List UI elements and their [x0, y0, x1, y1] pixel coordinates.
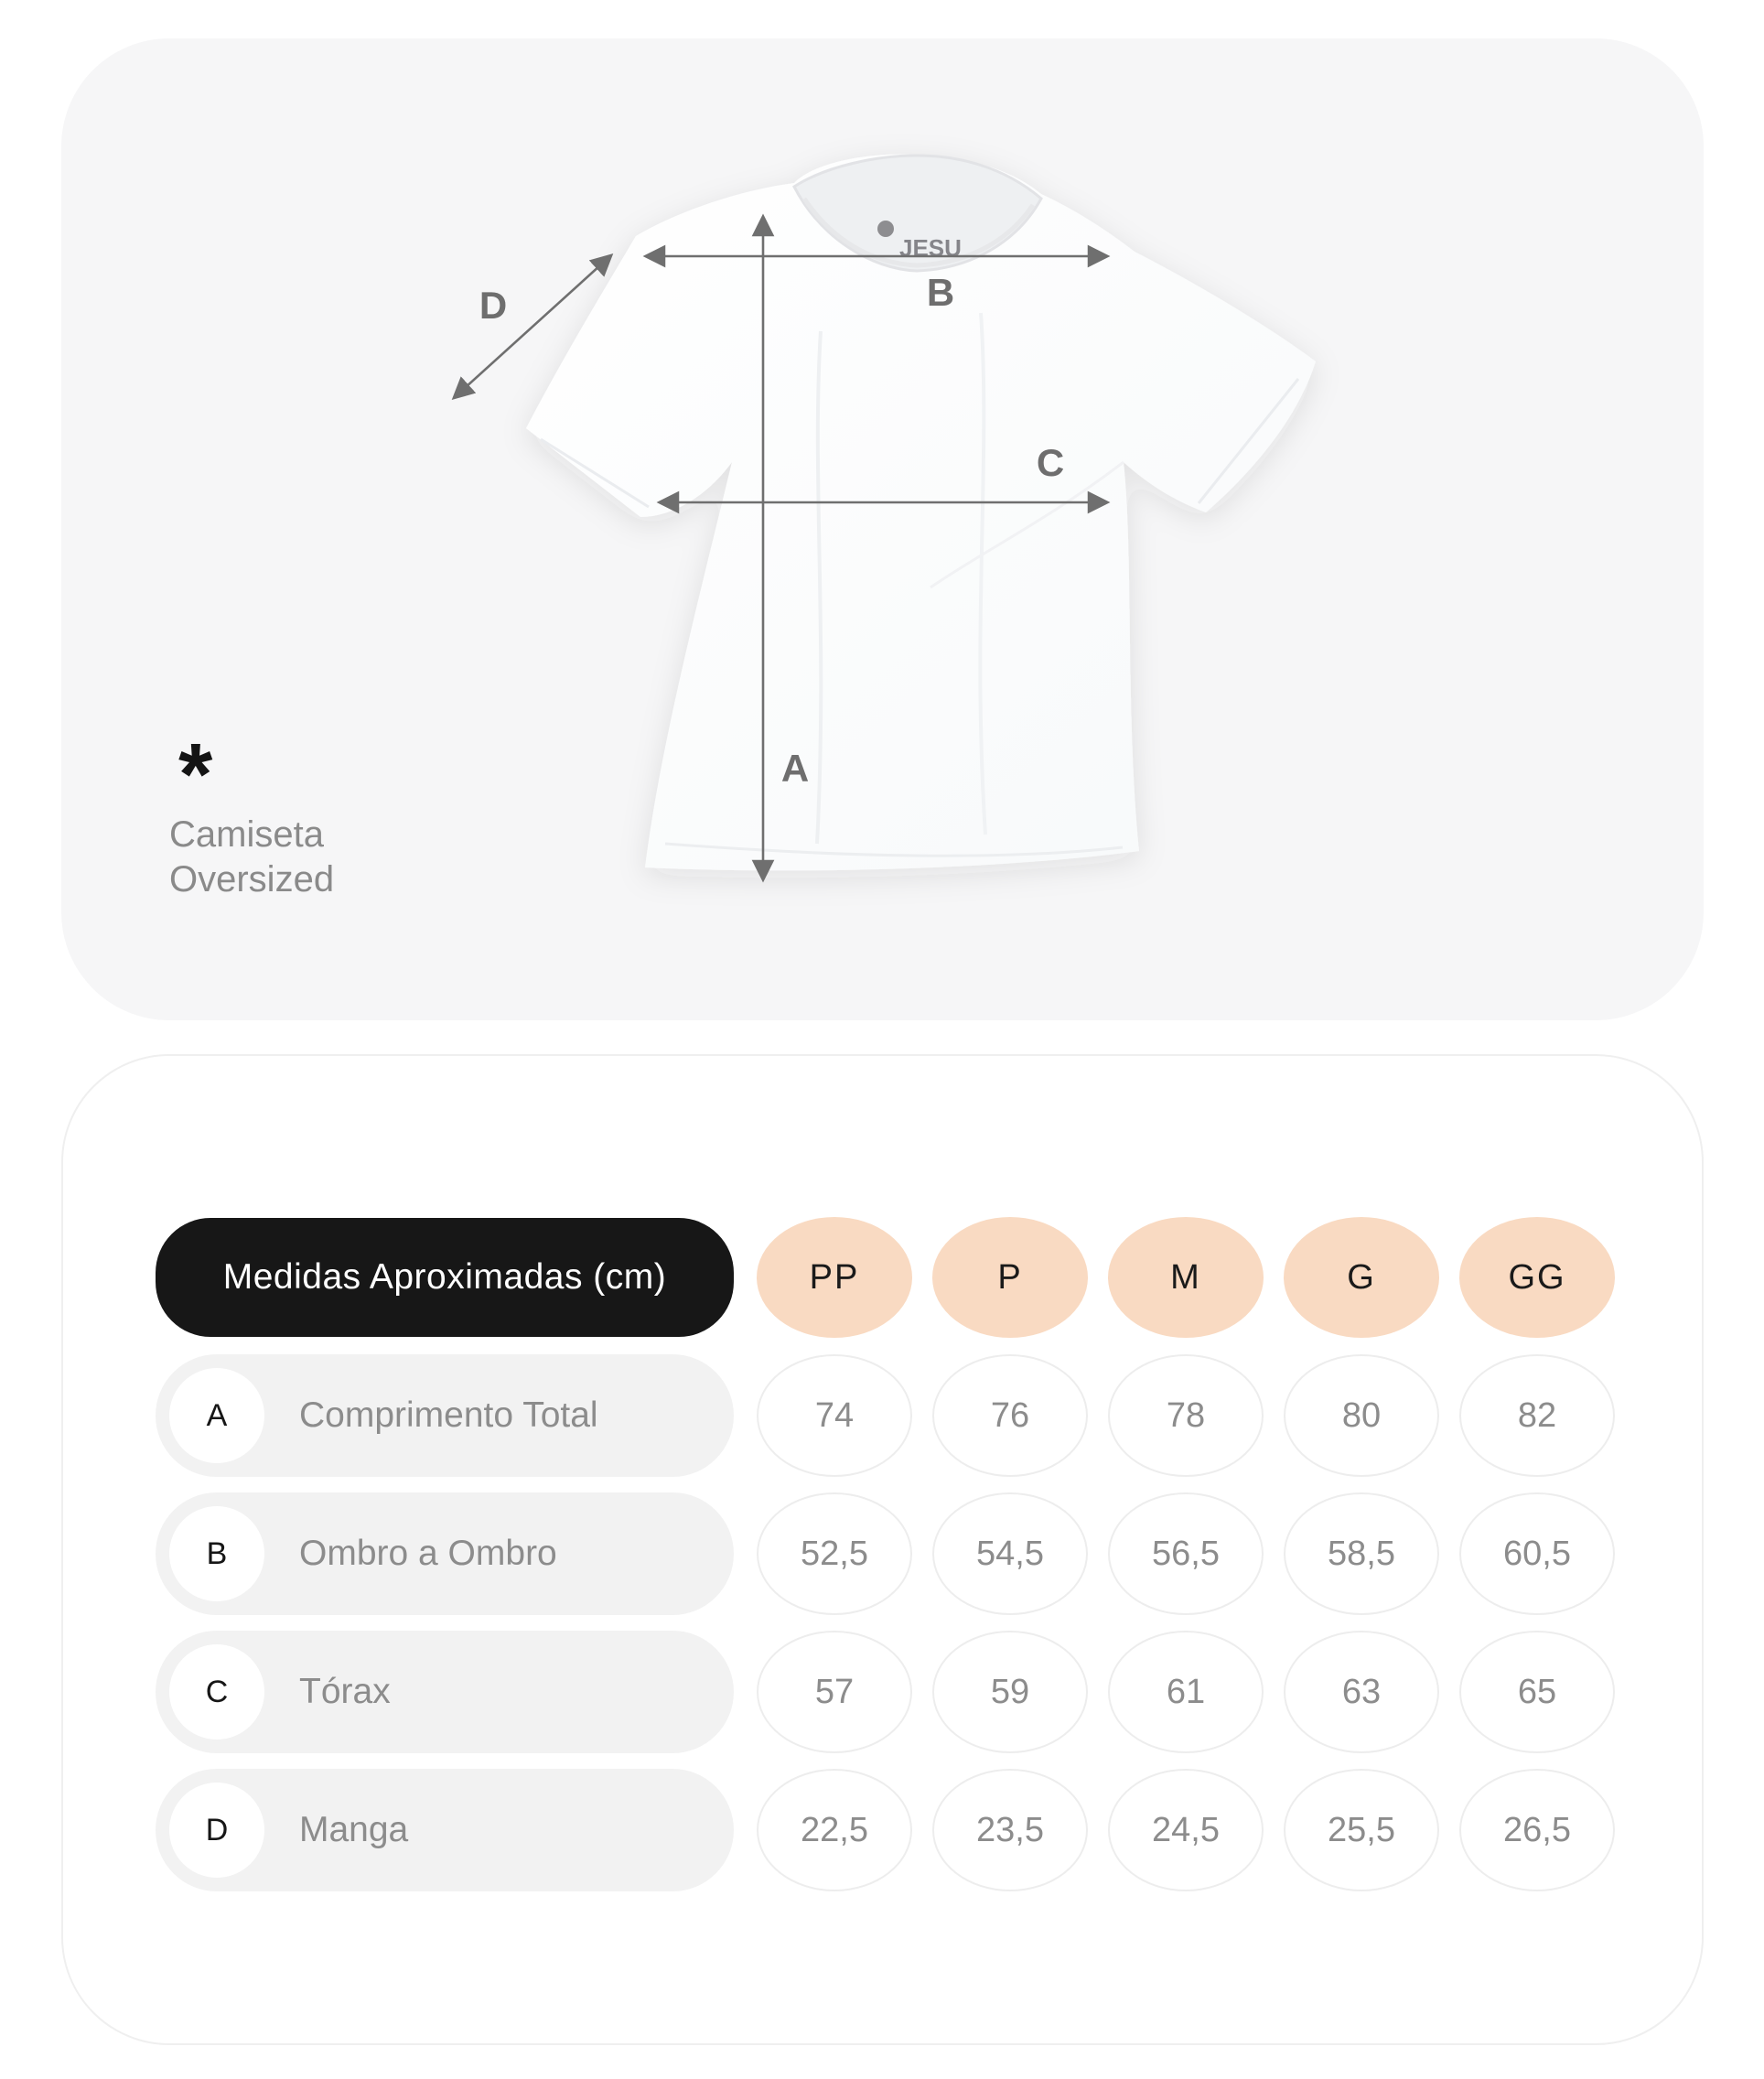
label-D: D [479, 284, 508, 327]
size-badge-gg: GG [1459, 1217, 1615, 1338]
value-cell: 58,5 [1284, 1492, 1439, 1615]
value-cell: 63 [1284, 1631, 1439, 1753]
measure-key-circle: A [169, 1368, 264, 1463]
table-row [156, 1631, 1615, 1753]
size-badge-pp: PP [757, 1217, 912, 1338]
measure-label: Ombro a Ombro [299, 1534, 557, 1573]
measure-label: Manga [299, 1810, 409, 1849]
table-title-pill: Medidas Aproximadas (cm) [156, 1218, 734, 1337]
measure-key-circle: D [169, 1783, 264, 1878]
asterisk-mark: * [178, 726, 213, 824]
table-row [156, 1492, 1615, 1615]
size-badge-m: M [1108, 1217, 1264, 1338]
size-header-cells [757, 1217, 1615, 1338]
value-cell: 56,5 [1108, 1492, 1264, 1615]
value-cell: 59 [932, 1631, 1088, 1753]
value-cell: 26,5 [1459, 1769, 1615, 1891]
measure-label: Tórax [299, 1672, 391, 1711]
value-cell: 76 [932, 1354, 1088, 1477]
value-cell: 80 [1284, 1354, 1439, 1477]
measure-label-pill [156, 1492, 734, 1615]
measure-key-circle: C [169, 1644, 264, 1740]
product-footnote [169, 726, 335, 902]
value-cell: 52,5 [757, 1492, 912, 1615]
shirt-diagram-card [61, 38, 1704, 1020]
collar-brand-text: JESU [899, 234, 962, 262]
footnote-line-2: Oversized [169, 859, 335, 899]
measure-key-circle: B [169, 1506, 264, 1601]
measure-label: Comprimento Total [299, 1395, 598, 1435]
label-A: A [780, 747, 810, 790]
value-cell: 74 [757, 1354, 912, 1477]
value-cells [757, 1631, 1615, 1753]
size-badge-g: G [1284, 1217, 1439, 1338]
measure-label-pill [156, 1631, 734, 1753]
value-cell: 65 [1459, 1631, 1615, 1753]
table-header-row [156, 1217, 1615, 1338]
tshirt-graphic [526, 154, 1316, 870]
value-cell: 23,5 [932, 1769, 1088, 1891]
value-cell: 24,5 [1108, 1769, 1264, 1891]
footnote-line-1: Camiseta [169, 814, 324, 855]
value-cell: 22,5 [757, 1769, 912, 1891]
value-cell: 57 [757, 1631, 912, 1753]
measure-label-pill [156, 1354, 734, 1477]
value-cell: 82 [1459, 1354, 1615, 1477]
value-cells [757, 1769, 1615, 1891]
value-cells [757, 1492, 1615, 1615]
value-cells [757, 1354, 1615, 1477]
brand-sheep-icon [877, 221, 894, 237]
size-table-card [61, 1054, 1704, 2045]
value-cell: 78 [1108, 1354, 1264, 1477]
value-cell: 25,5 [1284, 1769, 1439, 1891]
table-row [156, 1354, 1615, 1477]
label-C: C [1036, 441, 1065, 484]
table-row [156, 1769, 1615, 1891]
label-B: B [926, 271, 955, 314]
measure-label-pill [156, 1769, 734, 1891]
value-cell: 60,5 [1459, 1492, 1615, 1615]
value-cell: 61 [1108, 1631, 1264, 1753]
value-cell: 54,5 [932, 1492, 1088, 1615]
size-badge-p: P [932, 1217, 1088, 1338]
